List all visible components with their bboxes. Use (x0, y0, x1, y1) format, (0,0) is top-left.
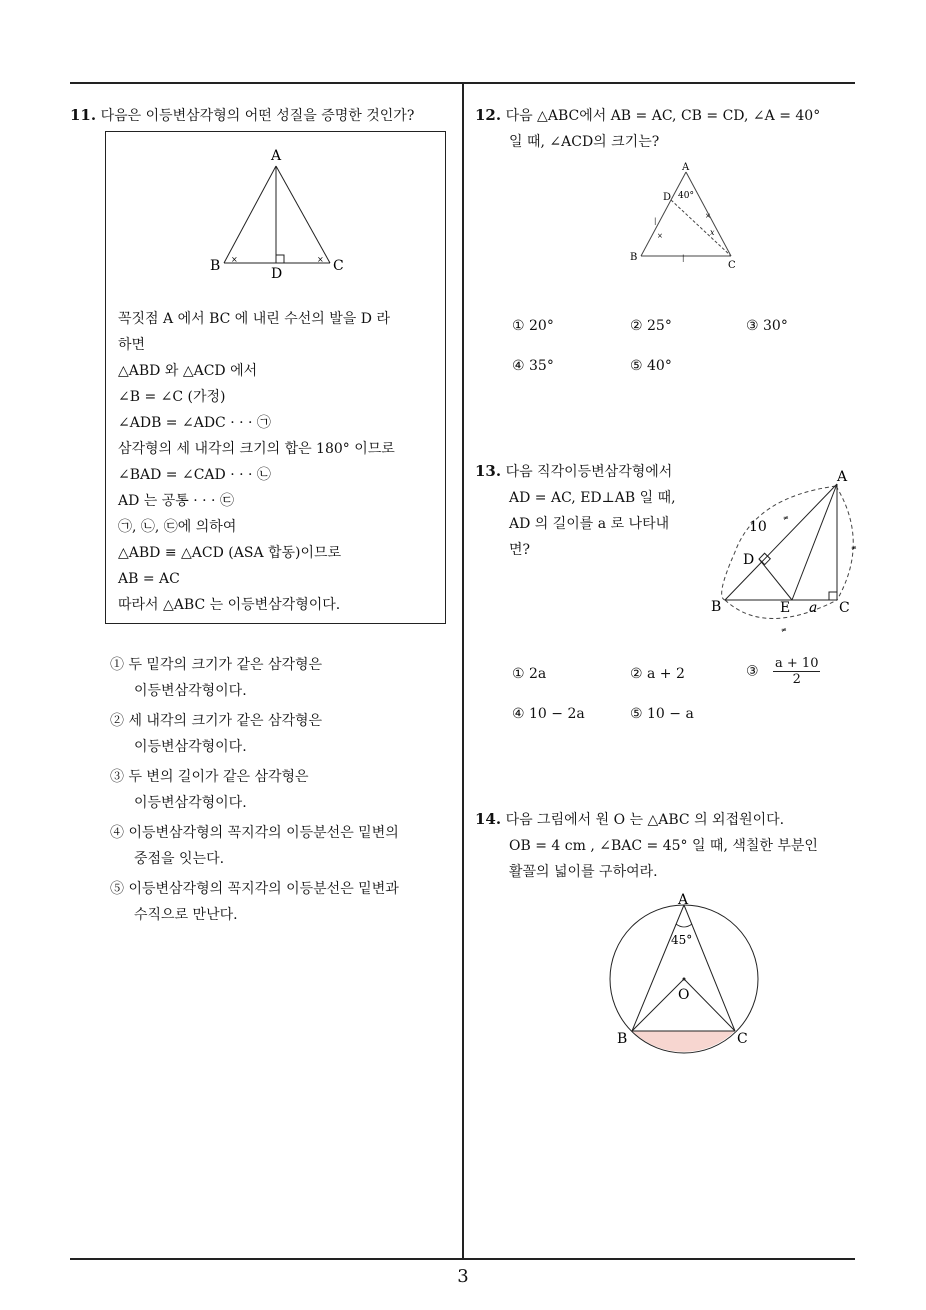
question-text-line: 다음 그림에서 원 O 는 △ABC 의 외접원이다. (505, 812, 785, 828)
question-13 (475, 458, 715, 563)
question-text-line: 활꼴의 넓이를 구하여라. (509, 864, 658, 880)
q11-options (110, 652, 399, 928)
page-number: 3 (457, 1266, 469, 1287)
proof-line: ∠BAD = ∠CAD · · · ㉡ (118, 467, 271, 483)
label-a: a (809, 600, 818, 616)
column-divider (462, 82, 464, 1259)
label-C: C (333, 258, 344, 274)
option-2[interactable]: ② 세 내각의 크기가 같은 삼각형은 이등변삼각형이다. (110, 713, 323, 755)
question-number: 14. (475, 810, 502, 828)
label-E: E (780, 600, 791, 616)
svg-text:×: × (231, 255, 238, 264)
option-1[interactable]: ① 20° (512, 318, 554, 334)
right-isosceles-triangle-figure (705, 462, 865, 632)
question-text-line1: 다음 △ABC에서 AB = AC, CB = CD, ∠A = 40° (505, 108, 821, 124)
proof-lines (118, 306, 395, 618)
proof-line: △ABD ≡ △ACD (ASA 합동)이므로 (118, 545, 342, 561)
label-A: A (837, 469, 848, 485)
fraction (773, 656, 820, 687)
svg-text:≠: ≠ (783, 514, 789, 522)
label-10: 10 (749, 519, 767, 535)
option-5[interactable]: ⑤ 이등변삼각형의 꼭지각의 이등분선은 밑변과 수직으로 만난다. (110, 881, 399, 923)
label-C: C (728, 260, 736, 270)
question-number: 11. (70, 106, 97, 124)
question-12 (475, 102, 855, 155)
option-4[interactable]: ④ 10 − 2a (512, 706, 585, 722)
triangle-abc-figure (620, 160, 760, 270)
proof-box (105, 131, 446, 624)
question-number: 12. (475, 106, 502, 124)
question-text-line: AD 의 길이를 a 로 나타내 (509, 516, 670, 532)
option-5[interactable]: ⑤ 40° (630, 358, 672, 374)
isosceles-triangle-figure (106, 132, 445, 292)
fraction-denominator: 2 (792, 672, 801, 687)
label-O: O (678, 987, 690, 1003)
proof-line: △ABD 와 △ACD 에서 (118, 363, 258, 379)
label-B: B (711, 599, 722, 615)
question-11 (70, 102, 455, 129)
question-14 (475, 806, 855, 885)
proof-line: 꼭짓점 A 에서 BC 에 내린 수선의 발을 D 라 (118, 311, 390, 327)
svg-text:×: × (317, 255, 324, 264)
proof-line: ∠B = ∠C (가정) (118, 389, 226, 405)
option-1[interactable]: ① 두 밑각의 크기가 같은 삼각형은 이등변삼각형이다. (110, 657, 323, 699)
label-A: A (678, 892, 689, 908)
svg-text:×: × (705, 212, 711, 220)
option-3[interactable]: ③ 두 변의 길이가 같은 삼각형은 이등변삼각형이다. (110, 769, 309, 811)
label-A: A (682, 162, 690, 173)
option-3[interactable]: ③ $\frac{a + 10}{2}$ (746, 656, 819, 687)
question-number: 13. (475, 462, 502, 480)
question-text-line2: 일 때, ∠ACD의 크기는? (509, 134, 660, 150)
proof-line: ∠ADB = ∠ADC · · · ㉠ (118, 415, 271, 431)
angle-x: x (710, 228, 715, 237)
option-3[interactable]: ③ 30° (746, 318, 788, 334)
fraction-numerator: a + 10 (775, 656, 819, 671)
label-D: D (663, 192, 672, 203)
proof-line: ㉠, ㉡, ㉢에 의하여 (118, 519, 237, 535)
proof-line: 따라서 △ABC 는 이등변삼각형이다. (118, 597, 341, 613)
svg-text:|: | (682, 254, 685, 262)
option-1[interactable]: ① 2a (512, 666, 547, 682)
proof-line: AB = AC (118, 571, 180, 587)
label-A: A (271, 148, 282, 164)
proof-line: 삼각형의 세 내각의 크기의 합은 180° 이므로 (118, 441, 395, 457)
option-4[interactable]: ④ 이등변삼각형의 꼭지각의 이등분선은 밑변의 중점을 잇는다. (110, 825, 399, 867)
option-5[interactable]: ⑤ 10 − a (630, 706, 694, 722)
label-C: C (839, 600, 850, 616)
option-4[interactable]: ④ 35° (512, 358, 554, 374)
option-2[interactable]: ② a + 2 (630, 666, 685, 682)
angle-label: 40° (678, 191, 694, 201)
svg-text:≠: ≠ (851, 544, 857, 552)
label-C: C (737, 1031, 748, 1047)
svg-text:|: | (654, 217, 657, 225)
angle-label: 45° (671, 933, 693, 947)
circumcircle-figure (600, 888, 780, 1058)
label-B: B (210, 258, 221, 274)
question-text-line: 면? (509, 542, 531, 558)
question-text: 다음은 이등변삼각형의 어떤 성질을 증명한 것인가? (100, 108, 415, 124)
svg-text:≠: ≠ (781, 626, 787, 632)
shaded-segment (632, 1031, 735, 1052)
question-text-line: OB = 4 cm , ∠BAC = 45° 일 때, 색칠한 부분인 (509, 838, 818, 854)
option-2[interactable]: ② 25° (630, 318, 672, 334)
question-text-line: AD = AC, ED⊥AB 일 때, (509, 490, 676, 506)
label-D: D (271, 266, 283, 282)
proof-line: AD 는 공통 · · · ㉢ (118, 493, 234, 509)
question-text-line: 다음 직각이등변삼각형에서 (505, 464, 673, 480)
label-B: B (630, 252, 638, 263)
label-B: B (617, 1031, 628, 1047)
label-D: D (743, 552, 755, 568)
proof-line: 하면 (118, 337, 146, 353)
svg-text:×: × (657, 232, 663, 240)
